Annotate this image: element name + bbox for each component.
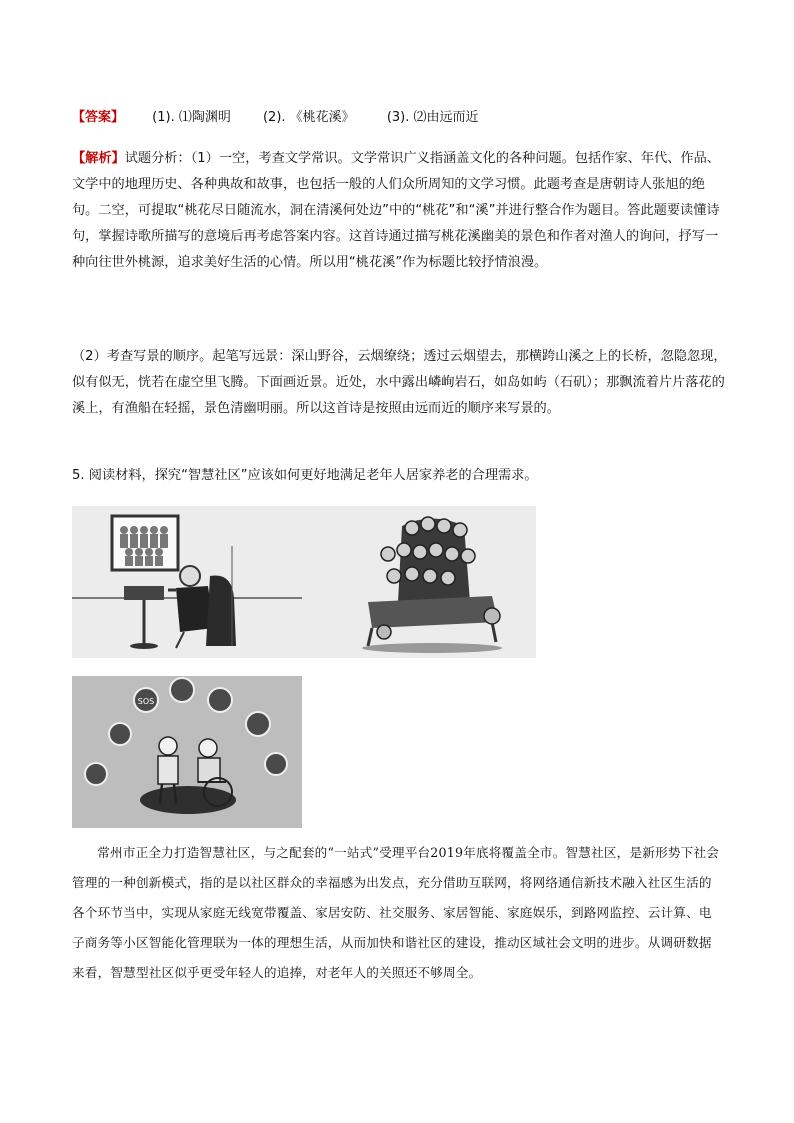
smart-community-drawing <box>72 676 302 828</box>
answer-line <box>72 106 507 125</box>
cartoon-image-2 <box>72 676 302 828</box>
answer-item-2: (2). 《桃花溪》 <box>262 110 355 125</box>
sos-label: SOS <box>137 697 155 706</box>
question-5: 5. 阅读材料，探究“智慧社区”应该如何更好地满足老年人居家养老的合理需求。 <box>72 468 538 483</box>
analysis-paragraph-2: （2）考查写景的顺序。起笔写远景：深山野谷，云烟缭绕；透过云烟望去，那横跨山溪之上的长桥，忽隐忽现，似有似无，恍若在虚空里飞腾。下面画近景。近处，水中露出嶙峋岩石，如岛如屿（石矶）；那飘流着片片落花的溪上，有渔船在轻摇，景色清幽明丽。所以这首诗是按照由远而近的顺序来写景的。 <box>72 349 727 416</box>
analysis-label: 【解析】 <box>72 151 125 166</box>
analysis-paragraph-1 <box>72 146 728 276</box>
cartoon-elderly-drawing <box>72 506 536 658</box>
reading-material: 常州市正全力打造智慧社区，与之配套的“一站式”受理平台2019年底将覆盖全市。智慧社区，是新形势下社会管理的一种创新模式，指的是以社区群众的幸福感为出发点，充分借助互联网，将网络通信新技术融入社区生活的各个环节当中，实现从家庭无线宽带覆盖、家居安防、社交服务、家居智能、家庭娱乐，到路网监控、云计算、电子商务等小区智能化管理联为一体的理想生活，从而加快和谐社区的建设，推动区域社会文明的进步。从调研数据来看，智慧型社区似乎更受年轻人的追捧，对老年人的关照还不够周全。 <box>72 845 720 980</box>
analysis-text-1: 试题分析：（1）一空，考查文学常识。文学常识广义指涵盖文化的各种问题。包括作家、年代、作品、文学中的地理历史、各种典故和故事，也包括一般的人们众所周知的文学习惯。此题考查是唐朝诗人张旭的绝句。二空，可提取“桃花尽日随流水，洞在清溪何处边”中的“桃花”和“溪”并进行整合作为题目。答此题要读懂诗句，掌握诗歌所描写的意境后再考虑答案内容。这首诗通过描写桃花溪幽美的景色和作者对渔人的询问，抒写一种向往世外桃源，追求美好生活的心情。所以用“桃花溪”作为标题比较抒情浪漫。 <box>72 151 720 270</box>
answer-item-1: (1). ⑴陶渊明 <box>152 110 231 125</box>
answer-label: 【答案】 <box>72 110 125 125</box>
answer-item-3: (3). ⑵由远而近 <box>386 110 479 125</box>
cartoon-image-1 <box>72 506 536 658</box>
